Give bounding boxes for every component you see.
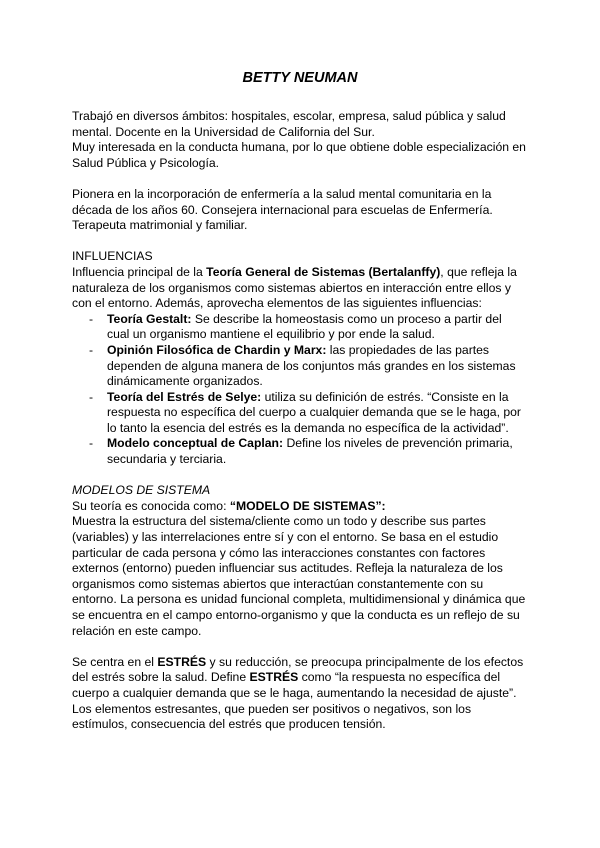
dash-bullet: -	[89, 311, 94, 326]
modelos-body: Muestra la estructura del sistema/cliente como un todo y describe sus partes (variables) y las interrelaciones entre sí y con el entorno. Se basa en el estudio particular de cada persona y cómo las interacciones constantes con factores externos (entorno) pueden influenciar sus actitudes. Refleja la naturaleza de los organismos como sistemas abiertos que interactúan constantemente con su entorno. La persona es unidad funcional completa, multidimensional y dinámica que se encuentra en el campo entorno-organismo y que la conducta es un reflejo de su relación en este campo.	[72, 514, 526, 638]
list-item-text: utiliza su definición de estrés. “Consiste en la respuesta no específica del cuerpo a cualquier demanda que se le haga, por lo tanto la esencia del estrés es la demanda no específica de la actividad”.	[107, 389, 521, 435]
page-title: BETTY NEUMAN	[242, 70, 358, 86]
spacer	[72, 171, 528, 187]
list-item-text: Se describe la homeostasis como un proceso a partir del cual un organismo mantiene el equilibrio y por ende la salud.	[107, 311, 502, 342]
dash-bullet: -	[89, 436, 94, 451]
modelos-known-as	[72, 499, 528, 515]
influencias-list	[72, 312, 528, 468]
dash-bullet: -	[89, 389, 94, 404]
list-item-title: Teoría Gestalt:	[107, 311, 192, 326]
list-item	[72, 436, 528, 467]
influencias-lead	[72, 265, 528, 312]
list-item	[72, 312, 528, 343]
list-item-text: Define los niveles de prevención primaria, secundaria y terciaria.	[107, 436, 513, 467]
list-item	[72, 390, 528, 437]
intro-paragraph-3: Pionera en la incorporación de enfermería a la salud mental comunitaria en la década de los años 60. Consejera internacional para escuelas de Enfermería. Terapeuta matrimonial y familiar.	[72, 186, 493, 233]
influencias-lead-post: , que refleja la naturaleza de los organismos como sistemas abiertos en interacción entre ellos y con el entorno. Además, aprovecha elementos de las siguientes influencias:	[72, 264, 517, 311]
modelos-known-bold: “MODELO DE SISTEMAS”:	[229, 498, 386, 513]
spacer	[72, 468, 528, 484]
estres-post: como “la respuesta no específica del cuerpo a cualquier demanda que se le haga, aumentando la necesidad de ajuste”. Los elementos estresantes, que pueden ser positivos o negativos, son los estímulos, consecuencia del estrés que producen tensión.	[72, 670, 517, 732]
estres-bold-1: ESTRÉS	[157, 654, 207, 669]
estres-mid: y su reducción, se preocupa principalmente de los efectos del estrés sobre la salud. Define	[72, 654, 524, 685]
spacer	[72, 234, 528, 250]
influencias-lead-pre: Influencia principal de la	[72, 264, 207, 279]
list-item-title: Teoría del Estrés de Selye:	[107, 389, 262, 404]
influencias-lead-bold: Teoría General de Sistemas (Bertalanffy)	[206, 264, 441, 279]
spacer	[72, 639, 528, 655]
intro-paragraph-2: Muy interesada en la conducta humana, por lo que obtiene doble especialización en Salud Pública y Psicología.	[72, 140, 526, 170]
estres-pre: Se centra en el	[72, 654, 158, 669]
modelos-heading: MODELOS DE SISTEMA	[72, 483, 211, 498]
modelos-known-pre: Su teoría es conocida como:	[72, 498, 230, 513]
list-item-title: Opinión Filosófica de Chardin y Marx:	[107, 342, 327, 357]
intro-paragraph-1: Trabajó en diversos ámbitos: hospitales, escolar, empresa, salud pública y salud mental. Docente en la Universidad de California del Sur.	[72, 109, 506, 139]
estres-bold-2: ESTRÉS	[249, 670, 299, 685]
estres-paragraph	[72, 655, 528, 733]
influencias-heading: INFLUENCIAS	[72, 249, 153, 264]
list-item-text: las propiedades de las partes dependen de alguna manera de los conjuntos más grandes en los sistemas dinámicamente organizados.	[107, 342, 516, 389]
list-item-title: Modelo conceptual de Caplan:	[107, 436, 284, 451]
dash-bullet: -	[89, 342, 94, 357]
list-item	[72, 343, 528, 390]
